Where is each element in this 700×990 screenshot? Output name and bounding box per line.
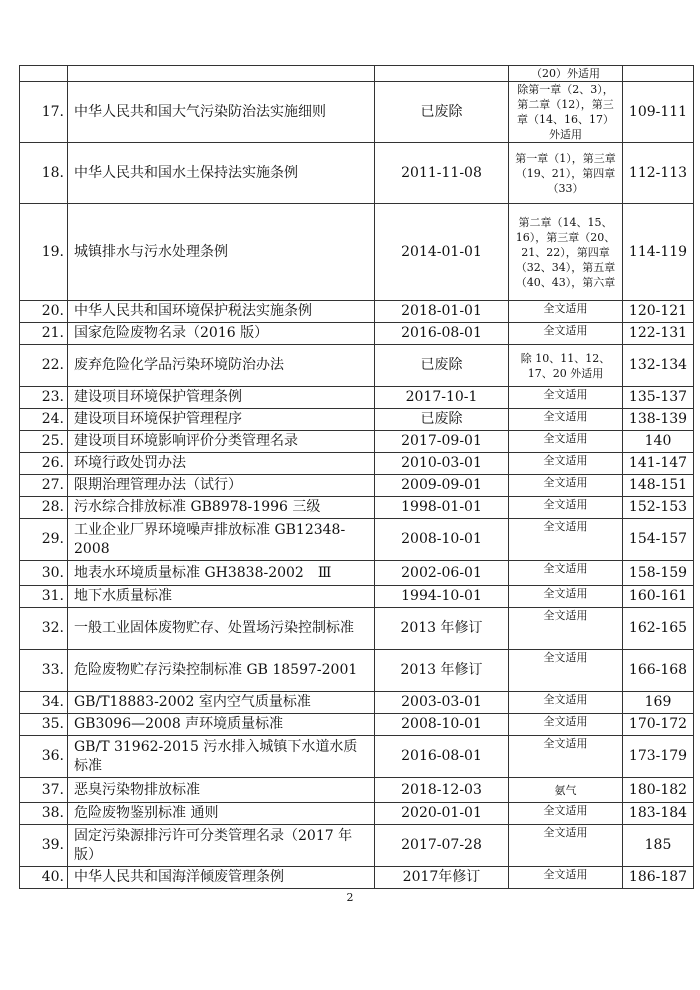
row-number: 34. [20,692,68,714]
page-range: 180-182 [623,778,694,803]
regulation-name: 中华人民共和国环境保护税法实施条例 [68,301,375,323]
page-range: 186-187 [623,867,694,889]
effective-date: 2014-01-01 [375,204,509,301]
regulation-name: 中华人民共和国大气污染防治法实施细则 [68,82,375,143]
table-row [20,586,694,608]
applicable-scope: 全文适用 [509,497,623,519]
page-range: 169 [623,692,694,714]
applicable-scope: 全文适用 [509,561,623,586]
page-range: 135-137 [623,387,694,409]
table-row [20,475,694,497]
regulation-name: 建设项目环境保护管理条例 [68,387,375,409]
regulation-name: GB/T18883-2002 室内空气质量标准 [68,692,375,714]
table-row [20,345,694,387]
table-row [20,519,694,561]
row-number: 39. [20,825,68,867]
row-number: 37. [20,778,68,803]
applicable-scope: 全文适用 [509,519,623,561]
table-row [20,387,694,409]
table-row [20,143,694,204]
regulation-name: 中华人民共和国海洋倾废管理条例 [68,867,375,889]
page-range: 183-184 [623,803,694,825]
row-number: 23. [20,387,68,409]
table-row [20,608,694,650]
regulation-name: 建设项目环境保护管理程序 [68,409,375,431]
effective-date: 2016-08-01 [375,323,509,345]
regulation-name: 一般工业固体废物贮存、处置场污染控制标准 [68,608,375,650]
page-range: 112-113 [623,143,694,204]
regulation-name: 污水综合排放标准 GB8978-1996 三级 [68,497,375,519]
applicable-scope: 全文适用 [509,650,623,692]
table-row [20,778,694,803]
applicable-scope: 全文适用 [509,608,623,650]
effective-date: 2020-01-01 [375,803,509,825]
table-row [20,825,694,867]
table-row [20,204,694,301]
table-row-continuation [20,66,694,82]
regulation-name: 危险废物贮存污染控制标准 GB 18597-2001 [68,650,375,692]
applicable-scope: 除第一章（2、3），第二章（12），第三章（14、16、17）外适用 [509,82,623,143]
applicable-scope: 全文适用 [509,825,623,867]
page-range: 162-165 [623,608,694,650]
regulation-name: 固定污染源排污许可分类管理名录（2017 年版） [68,825,375,867]
table-row [20,409,694,431]
table-row [20,323,694,345]
applicable-scope: 全文适用 [509,736,623,778]
row-number: 28. [20,497,68,519]
applicable-scope: 第二章（14、15、16），第三章（20、21、22），第四章（32、34），第五章（40、43），第六章 [509,204,623,301]
row-number: 32. [20,608,68,650]
effective-date: 1994-10-01 [375,586,509,608]
page-range: 158-159 [623,561,694,586]
effective-date: 2013 年修订 [375,608,509,650]
table-row [20,736,694,778]
regulation-name: 地下水质量标准 [68,586,375,608]
effective-date: 2011-11-08 [375,143,509,204]
effective-date: 2017年修订 [375,867,509,889]
page-range: 152-153 [623,497,694,519]
effective-date: 2017-10-1 [375,387,509,409]
row-number: 18. [20,143,68,204]
row-number: 21. [20,323,68,345]
page-range: 170-172 [623,714,694,736]
row-number: 25. [20,431,68,453]
page-range: 148-151 [623,475,694,497]
effective-date: 2016-08-01 [375,736,509,778]
table-row [20,497,694,519]
table-row [20,561,694,586]
applicable-scope: 全文适用 [509,387,623,409]
applicable-scope: （20）外适用 [509,66,623,82]
effective-date: 已废除 [375,409,509,431]
row-number: 31. [20,586,68,608]
regulation-name: 工业企业厂界环境噪声排放标准 GB12348-2008 [68,519,375,561]
applicable-scope: 全文适用 [509,803,623,825]
regulation-name: 恶臭污染物排放标准 [68,778,375,803]
applicable-scope: 全文适用 [509,453,623,475]
table-row [20,453,694,475]
effective-date: 2008-10-01 [375,714,509,736]
row-number [20,66,68,82]
law-table [19,65,694,889]
page-range: 109-111 [623,82,694,143]
regulation-name: 城镇排水与污水处理条例 [68,204,375,301]
regulation-name [68,66,375,82]
applicable-scope: 第一章（1），第三章（19、21），第四章（33） [509,143,623,204]
row-number: 22. [20,345,68,387]
effective-date: 2008-10-01 [375,519,509,561]
effective-date: 已废除 [375,82,509,143]
effective-date: 2010-03-01 [375,453,509,475]
page-range: 120-121 [623,301,694,323]
regulation-name: 地表水环境质量标准 GH3838-2002 Ⅲ [68,561,375,586]
table-row [20,867,694,889]
effective-date: 2018-01-01 [375,301,509,323]
effective-date: 2017-07-28 [375,825,509,867]
applicable-scope: 全文适用 [509,301,623,323]
page-range [623,66,694,82]
applicable-scope: 全文适用 [509,867,623,889]
effective-date: 2018-12-03 [375,778,509,803]
row-number: 26. [20,453,68,475]
page-range: 140 [623,431,694,453]
page-range: 138-139 [623,409,694,431]
page-range: 132-134 [623,345,694,387]
regulation-name: 危险废物鉴别标准 通则 [68,803,375,825]
table-row [20,431,694,453]
page-range: 154-157 [623,519,694,561]
table-row [20,82,694,143]
page-range: 114-119 [623,204,694,301]
row-number: 17. [20,82,68,143]
effective-date: 2017-09-01 [375,431,509,453]
page-range: 141-147 [623,453,694,475]
row-number: 33. [20,650,68,692]
effective-date: 2013 年修订 [375,650,509,692]
effective-date: 2009-09-01 [375,475,509,497]
applicable-scope: 全文适用 [509,409,623,431]
page-range: 122-131 [623,323,694,345]
applicable-scope: 全文适用 [509,714,623,736]
row-number: 20. [20,301,68,323]
table-row [20,301,694,323]
regulation-name: 中华人民共和国水土保持法实施条例 [68,143,375,204]
row-number: 36. [20,736,68,778]
effective-date: 已废除 [375,345,509,387]
row-number: 29. [20,519,68,561]
applicable-scope: 全文适用 [509,586,623,608]
page-number: 2 [346,891,354,904]
applicable-scope: 除 10、11、12、17、20 外适用 [509,345,623,387]
page-range: 160-161 [623,586,694,608]
regulation-name: 限期治理管理办法（试行） [68,475,375,497]
row-number: 40. [20,867,68,889]
page-range: 185 [623,825,694,867]
table-row [20,803,694,825]
row-number: 27. [20,475,68,497]
row-number: 24. [20,409,68,431]
applicable-scope: 全文适用 [509,323,623,345]
applicable-scope: 全文适用 [509,475,623,497]
regulation-name: 废弃危险化学品污染环境防治办法 [68,345,375,387]
page-range: 166-168 [623,650,694,692]
row-number: 35. [20,714,68,736]
row-number: 30. [20,561,68,586]
effective-date: 1998-01-01 [375,497,509,519]
regulation-name: 国家危险废物名录（2016 版） [68,323,375,345]
page-range: 173-179 [623,736,694,778]
effective-date: 2002-06-01 [375,561,509,586]
applicable-scope: 全文适用 [509,692,623,714]
effective-date: 2003-03-01 [375,692,509,714]
regulation-name: 建设项目环境影响评价分类管理名录 [68,431,375,453]
regulation-name: GB3096—2008 声环境质量标准 [68,714,375,736]
applicable-scope: 全文适用 [509,431,623,453]
applicable-scope: 氨气 [509,778,623,803]
table-row [20,692,694,714]
row-number: 19. [20,204,68,301]
regulation-name: 环境行政处罚办法 [68,453,375,475]
table-row [20,650,694,692]
row-number: 38. [20,803,68,825]
regulation-name: GB/T 31962-2015 污水排入城镇下水道水质标准 [68,736,375,778]
effective-date [375,66,509,82]
table-row [20,714,694,736]
